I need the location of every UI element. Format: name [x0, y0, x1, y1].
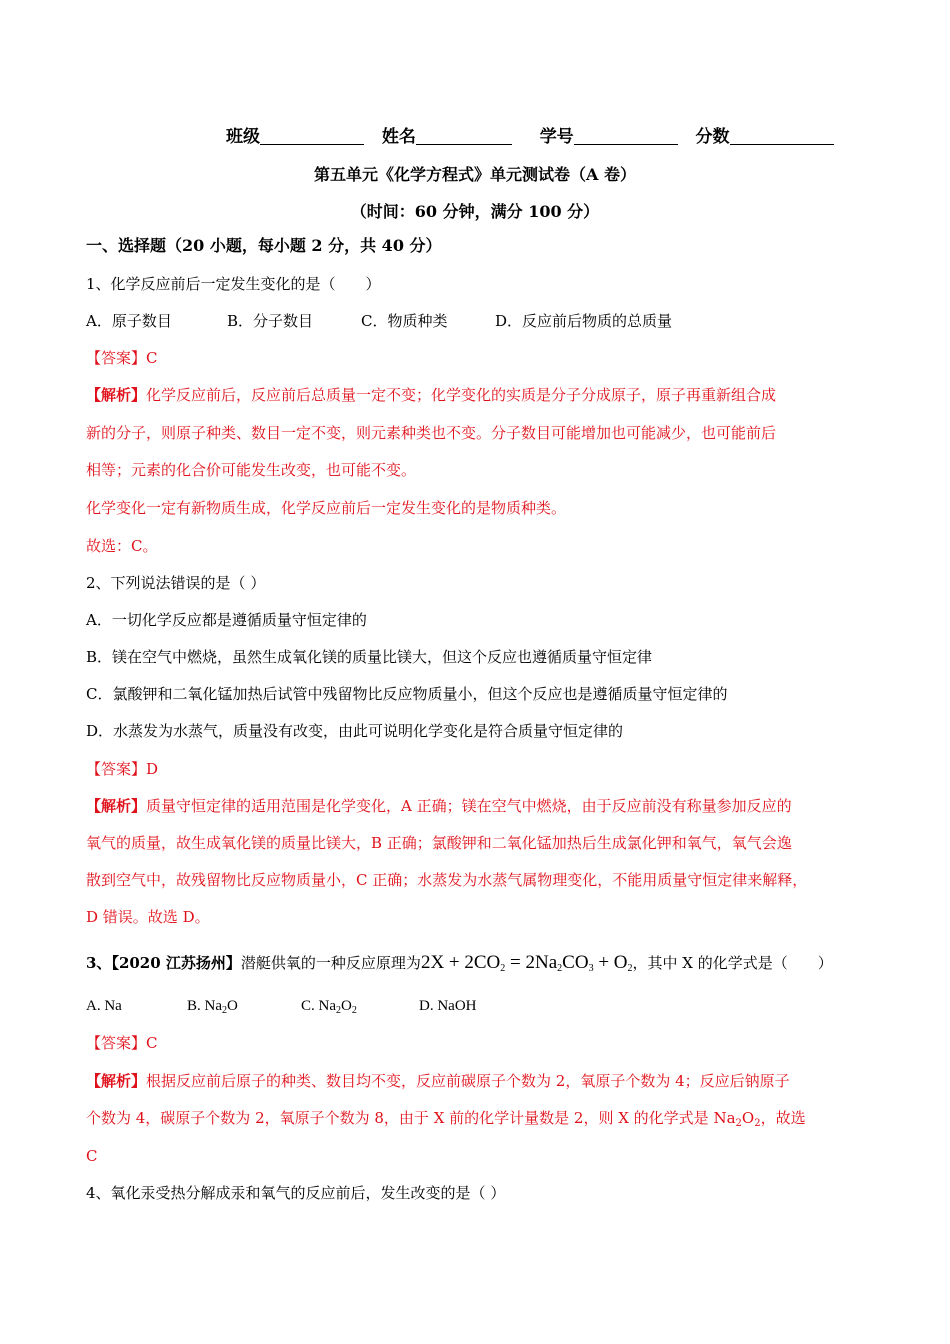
- q3-option-d: D. NaOH: [419, 998, 477, 1014]
- q2-option-a: A．一切化学反应都是遵循质量守恒定律的: [86, 611, 367, 629]
- q3-answer: 【答案】C: [86, 1034, 158, 1052]
- q1-options: [86, 311, 672, 331]
- score-blank[interactable]: [730, 126, 834, 145]
- chemical-equation: $2X + 2CO_2 = 2Na_2CO_3 + O_2$: [420, 952, 633, 974]
- q3-stem-tail: ，其中 X 的化学式是（ ）: [632, 954, 833, 972]
- q3-analysis-line: C: [86, 1147, 98, 1165]
- analysis-label: 【解析】: [86, 1072, 147, 1090]
- q3-stem: [86, 953, 833, 973]
- score-label: 分数: [695, 127, 730, 147]
- q1-option-b: B．分子数目: [227, 312, 314, 330]
- q1-analysis-line: 化学变化一定有新物质生成，化学反应前后一定发生变化的是物质种类。: [86, 499, 567, 517]
- q2-analysis-line: [86, 796, 792, 816]
- q1-analysis-text: 化学反应前后，反应前后总质量一定不变；化学变化的实质是分子分成原子，原子再重新组合成: [146, 386, 777, 404]
- q2-option-c: C．氯酸钾和二氧化锰加热后试管中残留物比反应物质量小，但这个反应也是遵循质量守恒定律的: [86, 685, 728, 703]
- q3-analysis-line: 个数为 4，碳原子个数为 2，氧原子个数为 8，由于 X 前的化学计量数是 2，则 X 的化学式是 $Na_2O_2$，故选: [86, 1109, 806, 1129]
- page-title: 第五单元《化学方程式》单元测试卷（A 卷）: [314, 165, 636, 184]
- q3-option-b: B. $Na_2O$: [187, 998, 238, 1016]
- class-blank[interactable]: [260, 126, 364, 145]
- q3-number: 3、: [86, 954, 112, 972]
- q1-option-c: C．物质种类: [361, 312, 448, 330]
- q2-answer: 【答案】D: [86, 760, 159, 778]
- page-subtitle: （时间：60 分钟，满分 100 分）: [350, 202, 600, 221]
- q1-analysis-line: 新的分子，则原子种类、数目一定不变，则元素种类也不变。分子数目可能增加也可能减少，也可能前后: [86, 424, 777, 442]
- q3-analysis-line: [86, 1071, 790, 1091]
- q2-analysis-line: 散到空气中，故残留物比反应物质量小，C 正确；水蒸发为水蒸气属物理变化，不能用质量守恒定律来解释，: [86, 871, 808, 889]
- q3-option-c: C. $Na_2O_2$: [301, 998, 357, 1016]
- id-label: 学号: [539, 127, 574, 147]
- q3-stem-text: 潜艇供氧的一种反应原理为: [240, 954, 421, 972]
- q3-analysis-text: 根据反应前后原子的种类、数目均不变，反应前碳原子个数为 2，氧原子个数为 4；反应后钠原子: [146, 1072, 790, 1090]
- q4-stem: 4、氧化汞受热分解成汞和氧气的反应前后，发生改变的是（ ）: [86, 1184, 506, 1202]
- analysis-label: 【解析】: [86, 797, 147, 815]
- q2-option-d: D．水蒸发为水蒸气，质量没有改变，由此可说明化学变化是符合质量守恒定律的: [86, 722, 624, 740]
- section-heading: 一、选择题（20 小题，每小题 2 分，共 40 分）: [86, 236, 442, 255]
- id-blank[interactable]: [574, 126, 678, 145]
- q3-source: 【2020 江苏扬州】: [111, 954, 241, 972]
- q2-analysis-line: 氧气的质量，故生成氧化镁的质量比镁大，B 正确；氯酸钾和二氧化锰加热后生成氯化钾和氧气，氧气会逸: [86, 834, 792, 852]
- q1-option-a: A．原子数目: [86, 312, 172, 330]
- q2-analysis-text: 质量守恒定律的适用范围是化学变化，A 正确；镁在空气中燃烧，由于反应前没有称量参加反应的: [146, 797, 792, 815]
- q1-stem: 1、化学反应前后一定发生变化的是（ ）: [86, 275, 381, 293]
- q2-stem: 2、下列说法错误的是（ ）: [86, 574, 266, 592]
- class-label: 班级: [226, 127, 260, 147]
- q2-option-b: B．镁在空气中燃烧，虽然生成氧化镁的质量比镁大，但这个反应也遵循质量守恒定律: [86, 648, 653, 666]
- q1-analysis-line: 故选：C。: [86, 537, 158, 555]
- q2-analysis-line: D 错误。故选 D。: [86, 908, 210, 926]
- name-blank[interactable]: [416, 126, 512, 145]
- q1-answer: 【答案】C: [86, 349, 158, 367]
- name-label: 姓名: [381, 127, 416, 147]
- q1-option-d: D．反应前后物质的总质量: [495, 312, 673, 330]
- analysis-label: 【解析】: [86, 386, 147, 404]
- q1-analysis-line: 相等；元素的化合价可能发生改变，也可能不变。: [86, 461, 417, 479]
- student-info-line: [226, 122, 834, 147]
- q3-options: [86, 996, 477, 1016]
- q1-analysis-line: [86, 385, 776, 405]
- q3-option-a: A. Na: [86, 998, 122, 1014]
